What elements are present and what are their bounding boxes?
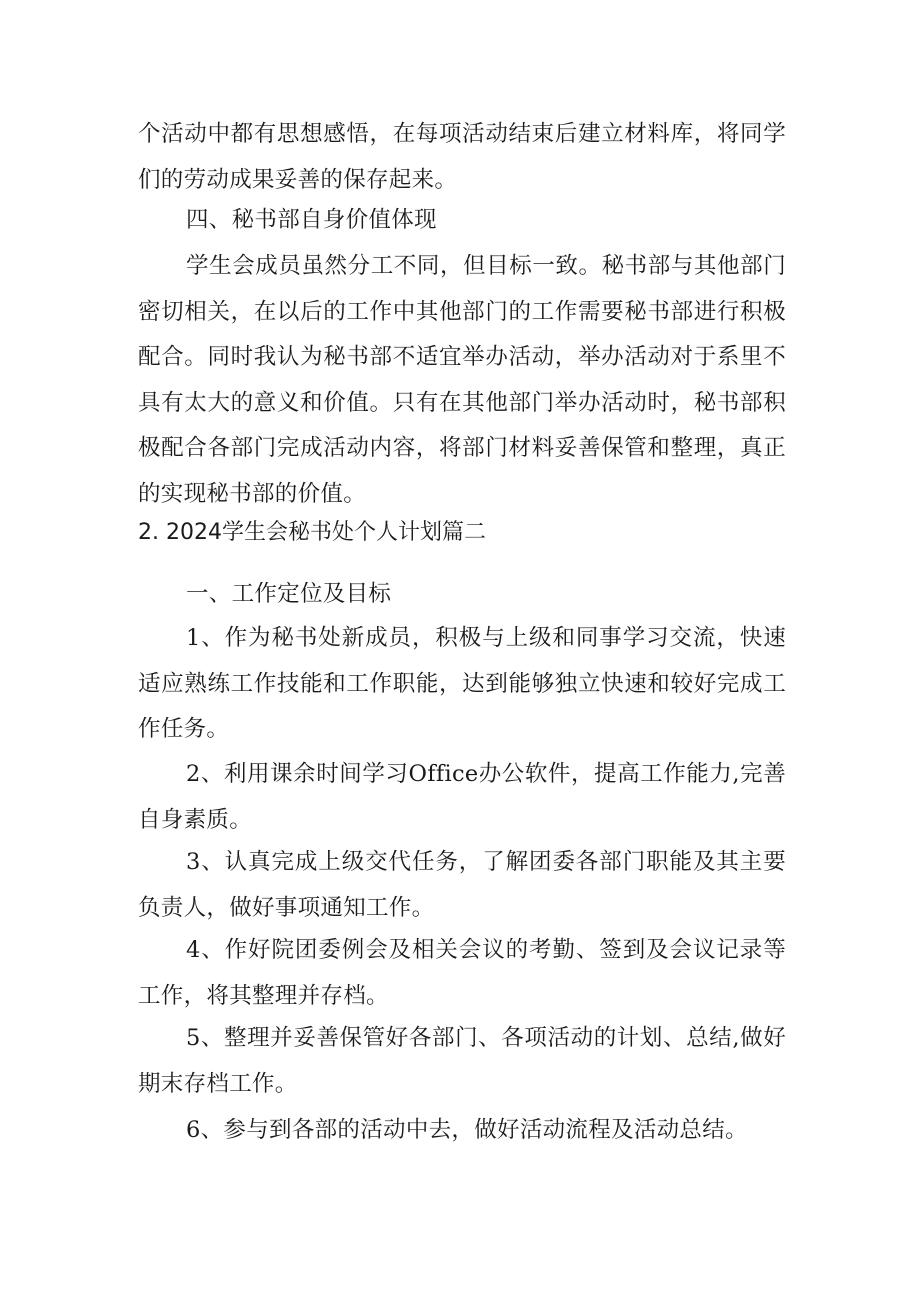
paragraph-continuation: 个活动中都有思想感悟，在每项活动结束后建立材料库，将同学们的劳动成果妥善的保存起来。 bbox=[138, 121, 786, 193]
document-heading-2: 2. 2024学生会秘书处个人计划篇二 bbox=[138, 520, 486, 545]
section-heading-value: 四、秘书部自身价值体现 bbox=[186, 207, 437, 233]
list-item-4: 4、作好院团委例会及相关会议的考勤、签到及会议记录等工作，将其整理并存档。 bbox=[138, 937, 786, 1009]
list-item-6: 6、参与到各部的活动中去，做好活动流程及活动总结。 bbox=[186, 1117, 748, 1143]
list-item-3: 3、认真完成上级交代任务，了解团委各部门职能及其主要负责人，做好事项通知工作。 bbox=[138, 849, 786, 921]
list-item-2: 2、利用课余时间学习Office办公软件，提高工作能力,完善自身素质。 bbox=[138, 761, 786, 833]
list-item-5: 5、整理并妥善保管好各部门、各项活动的计划、总结,做好期末存档工作。 bbox=[138, 1025, 786, 1097]
list-item-1: 1、作为秘书处新成员，积极与上级和同事学习交流，快速适应熟练工作技能和工作职能，达到能够独立快速和较好完成工作任务。 bbox=[138, 625, 786, 742]
paragraph-value: 学生会成员虽然分工不同，但目标一致。秘书部与其他部门密切相关，在以后的工作中其他部门的工作需要秘书部进行积极配合。同时我认为秘书部不适宜举办活动，举办活动对于系里不具有太大的意义和价值。只有在其他部门举办活动时，秘书部积极配合各部门完成活动内容，将部门材料妥善保管和整理，真正的实现秘书部的价值。 bbox=[138, 253, 786, 507]
section-heading-positioning: 一、工作定位及目标 bbox=[186, 581, 392, 607]
